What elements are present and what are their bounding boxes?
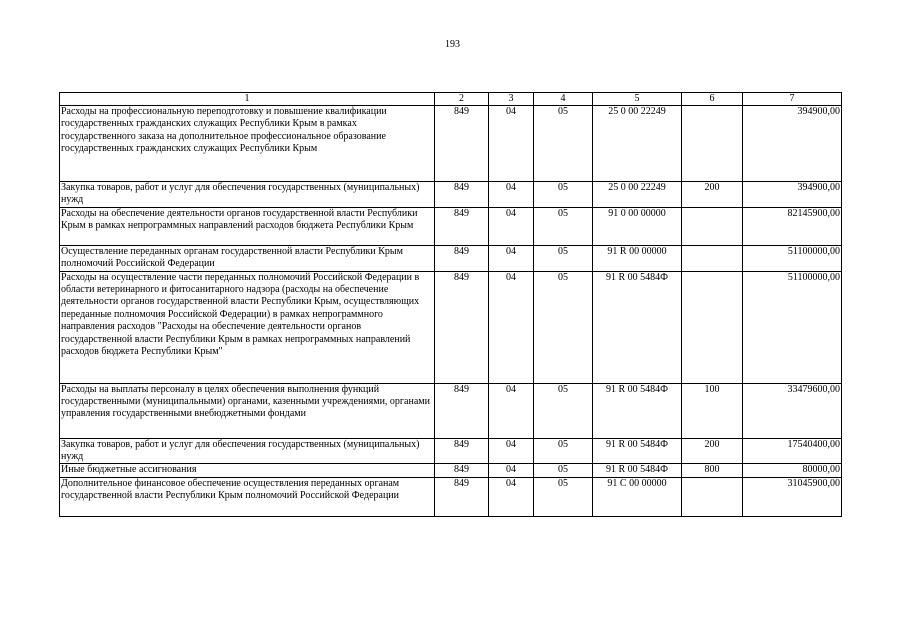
row-target-cell: 25 0 00 22249 xyxy=(593,106,682,182)
row-name-cell: Расходы на профессиональную переподготовку и повышение квалификации государственных гражданских служащих Республики Крым в рамках государственного заказа на дополнительное профессиональное образование государственных гражданских служащих Республики Крым xyxy=(60,106,435,182)
table-row xyxy=(60,383,842,438)
row-amount-cell: 82145900,00 xyxy=(743,207,842,245)
row-subsection-cell: 05 xyxy=(534,207,593,245)
row-name-cell: Закупка товаров, работ и услуг для обеспечения государственных (муниципальных) нужд xyxy=(60,438,435,464)
row-subsection-cell: 05 xyxy=(534,245,593,271)
row-subsection-cell: 05 xyxy=(534,182,593,208)
row-section-cell: 04 xyxy=(489,106,534,182)
row-subsection-cell: 05 xyxy=(534,477,593,516)
column-header: 6 xyxy=(682,93,743,106)
row-code-cell: 849 xyxy=(435,464,489,477)
row-type-cell: 800 xyxy=(682,464,743,477)
row-code-cell: 849 xyxy=(435,383,489,438)
row-amount-cell: 31045900,00 xyxy=(743,477,842,516)
row-amount-cell: 33479600,00 xyxy=(743,383,842,438)
table-row xyxy=(60,464,842,477)
row-type-cell: 100 xyxy=(682,383,743,438)
row-type-cell: 200 xyxy=(682,182,743,208)
table-row xyxy=(60,271,842,383)
column-header: 7 xyxy=(743,93,842,106)
row-target-cell: 91 R 00 5484Ф xyxy=(593,464,682,477)
row-target-cell: 91 С 00 00000 xyxy=(593,477,682,516)
column-header: 1 xyxy=(60,93,435,106)
row-type-cell xyxy=(682,271,743,383)
page-number: 193 xyxy=(445,39,460,50)
row-code-cell: 849 xyxy=(435,438,489,464)
row-amount-cell: 17540400,00 xyxy=(743,438,842,464)
table-row xyxy=(60,245,842,271)
table-row xyxy=(60,106,842,182)
row-section-cell: 04 xyxy=(489,207,534,245)
row-code-cell: 849 xyxy=(435,207,489,245)
row-subsection-cell: 05 xyxy=(534,106,593,182)
row-target-cell: 25 0 00 22249 xyxy=(593,182,682,208)
column-header: 5 xyxy=(593,93,682,106)
column-header: 2 xyxy=(435,93,489,106)
table-row xyxy=(60,438,842,464)
row-amount-cell: 51100000,00 xyxy=(743,271,842,383)
row-type-cell xyxy=(682,477,743,516)
row-name-cell: Расходы на выплаты персоналу в целях обеспечения выполнения функций государственными (муниципальными) органами, казенными учреждениями, органами управления государственными внебюджетными фондами xyxy=(60,383,435,438)
row-type-cell xyxy=(682,106,743,182)
row-section-cell: 04 xyxy=(489,271,534,383)
row-section-cell: 04 xyxy=(489,383,534,438)
row-section-cell: 04 xyxy=(489,438,534,464)
row-name-cell: Дополнительное финансовое обеспечение осуществления переданных органам государственной власти Республики Крым полномочий Российской Федерации xyxy=(60,477,435,516)
row-target-cell: 91 R 00 5484Ф xyxy=(593,438,682,464)
row-section-cell: 04 xyxy=(489,245,534,271)
row-name-cell: Расходы на обеспечение деятельности органов государственной власти Республики Крым в рамках непрограммных направлений расходов бюджета Республики Крым xyxy=(60,207,435,245)
row-code-cell: 849 xyxy=(435,245,489,271)
row-type-cell xyxy=(682,207,743,245)
column-header: 3 xyxy=(489,93,534,106)
row-amount-cell: 394900,00 xyxy=(743,106,842,182)
header-row xyxy=(60,93,842,106)
row-subsection-cell: 05 xyxy=(534,464,593,477)
row-name-cell: Закупка товаров, работ и услуг для обеспечения государственных (муниципальных) нужд xyxy=(60,182,435,208)
row-code-cell: 849 xyxy=(435,477,489,516)
row-section-cell: 04 xyxy=(489,477,534,516)
row-code-cell: 849 xyxy=(435,106,489,182)
row-amount-cell: 51100000,00 xyxy=(743,245,842,271)
row-section-cell: 04 xyxy=(489,464,534,477)
row-name-cell: Осуществление переданных органам государственной власти Республики Крым полномочий Российской Федерации xyxy=(60,245,435,271)
column-header: 4 xyxy=(534,93,593,106)
row-type-cell: 200 xyxy=(682,438,743,464)
row-code-cell: 849 xyxy=(435,182,489,208)
row-amount-cell: 394900,00 xyxy=(743,182,842,208)
row-code-cell: 849 xyxy=(435,271,489,383)
row-name-cell: Расходы на осуществление части переданных полномочий Российской Федерации в области ветеринарного и фитосанитарного надзора (расходы на обеспечение деятельности органов государственной власти Республики Крым, осуществляющих переданные полномочия Российской Федерации) в рамках непрограммного направления расходов "Расходы на обеспечение деятельности органов государственной власти Республики Крым в рамках непрограммных направлений расходов бюджета Республики Крым" xyxy=(60,271,435,383)
table-row xyxy=(60,207,842,245)
row-amount-cell: 80000,00 xyxy=(743,464,842,477)
row-subsection-cell: 05 xyxy=(534,383,593,438)
table-row xyxy=(60,182,842,208)
row-section-cell: 04 xyxy=(489,182,534,208)
budget-table xyxy=(59,92,842,517)
row-target-cell: 91 R 00 5484Ф xyxy=(593,383,682,438)
row-type-cell xyxy=(682,245,743,271)
row-target-cell: 91 0 00 00000 xyxy=(593,207,682,245)
row-target-cell: 91 R 00 5484Ф xyxy=(593,271,682,383)
row-subsection-cell: 05 xyxy=(534,271,593,383)
table-row xyxy=(60,477,842,516)
row-subsection-cell: 05 xyxy=(534,438,593,464)
row-target-cell: 91 R 00 00000 xyxy=(593,245,682,271)
row-name-cell: Иные бюджетные ассигнования xyxy=(60,464,435,477)
